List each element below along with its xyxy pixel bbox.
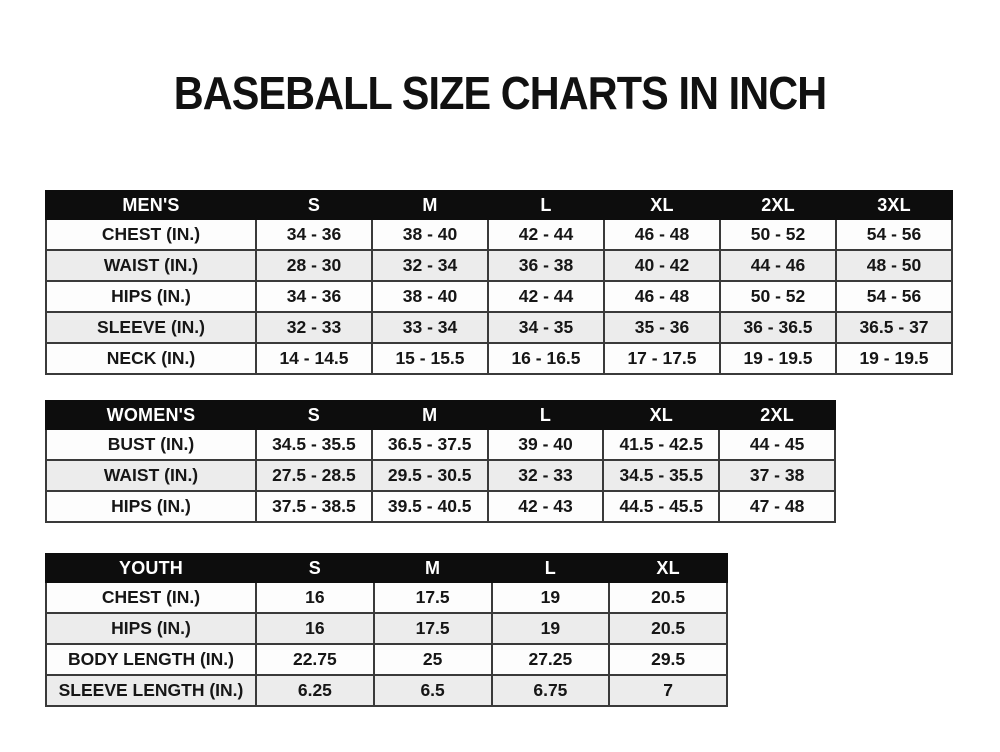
- mens-header-row: [46, 191, 952, 219]
- size-column-header: M: [372, 401, 488, 429]
- size-value: 19: [492, 613, 610, 644]
- size-value: 6.25: [256, 675, 374, 706]
- size-value: 16: [256, 613, 374, 644]
- measurement-label: SLEEVE (IN.): [46, 312, 256, 343]
- size-value: 42 - 43: [488, 491, 604, 522]
- size-value: 25: [374, 644, 492, 675]
- measurement-row: [46, 613, 727, 644]
- size-column-header: S: [256, 191, 372, 219]
- size-column-header: XL: [609, 554, 727, 582]
- size-value: 38 - 40: [372, 281, 488, 312]
- measurement-row: [46, 250, 952, 281]
- size-column-header: M: [374, 554, 492, 582]
- measurement-label: CHEST (IN.): [46, 219, 256, 250]
- youth-header-row: [46, 554, 727, 582]
- size-value: 29.5: [609, 644, 727, 675]
- size-value: 37 - 38: [719, 460, 835, 491]
- measurement-row: [46, 281, 952, 312]
- size-column-header: L: [492, 554, 610, 582]
- womens-header-row: [46, 401, 835, 429]
- size-value: 15 - 15.5: [372, 343, 488, 374]
- youth-group-header: YOUTH: [46, 554, 256, 582]
- measurement-row: [46, 460, 835, 491]
- size-value: 28 - 30: [256, 250, 372, 281]
- womens-group-header: WOMEN'S: [46, 401, 256, 429]
- measurement-label: NECK (IN.): [46, 343, 256, 374]
- size-value: 17 - 17.5: [604, 343, 720, 374]
- measurement-row: [46, 644, 727, 675]
- size-value: 34.5 - 35.5: [256, 429, 372, 460]
- size-column-header: 3XL: [836, 191, 952, 219]
- measurement-row: [46, 312, 952, 343]
- size-value: 27.5 - 28.5: [256, 460, 372, 491]
- size-column-header: XL: [603, 401, 719, 429]
- measurement-label: WAIST (IN.): [46, 250, 256, 281]
- size-column-header: M: [372, 191, 488, 219]
- measurement-label: HIPS (IN.): [46, 281, 256, 312]
- size-value: 44 - 45: [719, 429, 835, 460]
- size-value: 46 - 48: [604, 281, 720, 312]
- size-value: 34 - 35: [488, 312, 604, 343]
- size-value: 36 - 36.5: [720, 312, 836, 343]
- size-value: 44.5 - 45.5: [603, 491, 719, 522]
- measurement-label: SLEEVE LENGTH (IN.): [46, 675, 256, 706]
- size-value: 16 - 16.5: [488, 343, 604, 374]
- size-value: 17.5: [374, 613, 492, 644]
- size-column-header: 2XL: [719, 401, 835, 429]
- size-value: 20.5: [609, 613, 727, 644]
- womens-size-table: [45, 400, 836, 523]
- youth-size-table: [45, 553, 728, 707]
- size-value: 36.5 - 37: [836, 312, 952, 343]
- measurement-row: [46, 219, 952, 250]
- size-value: 44 - 46: [720, 250, 836, 281]
- size-value: 42 - 44: [488, 219, 604, 250]
- size-value: 35 - 36: [604, 312, 720, 343]
- measurement-label: BODY LENGTH (IN.): [46, 644, 256, 675]
- size-value: 40 - 42: [604, 250, 720, 281]
- size-value: 34.5 - 35.5: [603, 460, 719, 491]
- size-value: 19: [492, 582, 610, 613]
- size-value: 29.5 - 30.5: [372, 460, 488, 491]
- size-value: 19 - 19.5: [836, 343, 952, 374]
- size-value: 14 - 14.5: [256, 343, 372, 374]
- size-value: 48 - 50: [836, 250, 952, 281]
- size-value: 19 - 19.5: [720, 343, 836, 374]
- measurement-label: WAIST (IN.): [46, 460, 256, 491]
- page-title: BASEBALL SIZE CHARTS IN INCH: [173, 67, 827, 119]
- mens-group-header: MEN'S: [46, 191, 256, 219]
- size-value: 16: [256, 582, 374, 613]
- size-value: 38 - 40: [372, 219, 488, 250]
- measurement-row: [46, 429, 835, 460]
- size-value: 47 - 48: [719, 491, 835, 522]
- size-value: 32 - 33: [256, 312, 372, 343]
- size-value: 50 - 52: [720, 281, 836, 312]
- size-column-header: L: [488, 401, 604, 429]
- size-value: 20.5: [609, 582, 727, 613]
- measurement-row: [46, 343, 952, 374]
- size-column-header: L: [488, 191, 604, 219]
- size-column-header: S: [256, 401, 372, 429]
- measurement-label: BUST (IN.): [46, 429, 256, 460]
- size-value: 37.5 - 38.5: [256, 491, 372, 522]
- size-column-header: 2XL: [720, 191, 836, 219]
- size-value: 6.75: [492, 675, 610, 706]
- size-value: 36.5 - 37.5: [372, 429, 488, 460]
- size-column-header: S: [256, 554, 374, 582]
- measurement-label: CHEST (IN.): [46, 582, 256, 613]
- size-value: 54 - 56: [836, 281, 952, 312]
- size-value: 54 - 56: [836, 219, 952, 250]
- size-value: 36 - 38: [488, 250, 604, 281]
- size-value: 7: [609, 675, 727, 706]
- size-value: 33 - 34: [372, 312, 488, 343]
- size-value: 41.5 - 42.5: [603, 429, 719, 460]
- size-value: 50 - 52: [720, 219, 836, 250]
- size-value: 34 - 36: [256, 281, 372, 312]
- mens-size-table: [45, 190, 953, 375]
- measurement-row: [46, 582, 727, 613]
- size-value: 22.75: [256, 644, 374, 675]
- measurement-label: HIPS (IN.): [46, 491, 256, 522]
- size-value: 17.5: [374, 582, 492, 613]
- size-column-header: XL: [604, 191, 720, 219]
- size-value: 27.25: [492, 644, 610, 675]
- size-value: 34 - 36: [256, 219, 372, 250]
- size-value: 42 - 44: [488, 281, 604, 312]
- measurement-row: [46, 675, 727, 706]
- measurement-label: HIPS (IN.): [46, 613, 256, 644]
- size-value: 6.5: [374, 675, 492, 706]
- size-value: 32 - 34: [372, 250, 488, 281]
- size-value: 39.5 - 40.5: [372, 491, 488, 522]
- size-value: 46 - 48: [604, 219, 720, 250]
- size-value: 39 - 40: [488, 429, 604, 460]
- measurement-row: [46, 491, 835, 522]
- size-value: 32 - 33: [488, 460, 604, 491]
